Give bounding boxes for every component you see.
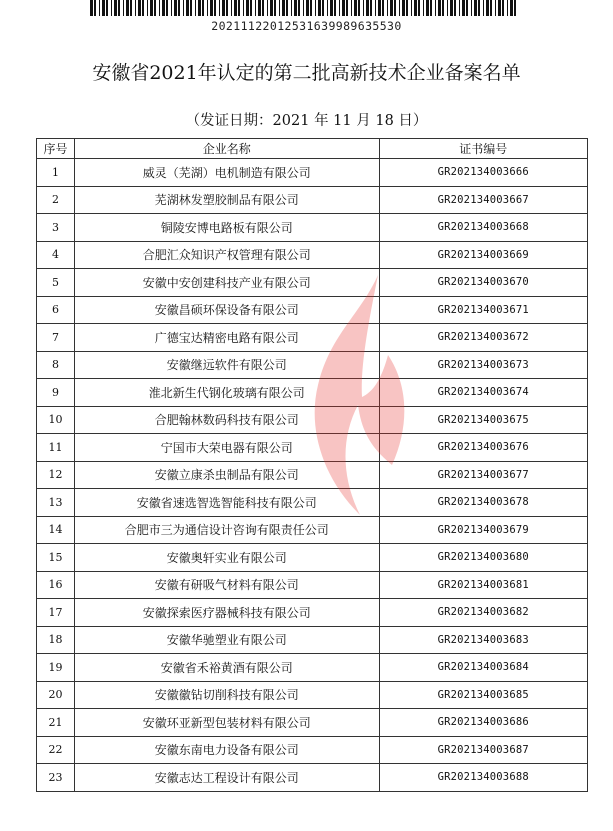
table-row [37,544,588,572]
cell-cert: GR202134003669 [379,241,588,269]
table-row [37,626,588,654]
cell-seq: 17 [37,599,75,627]
header-cert: 证书编号 [379,139,588,159]
cell-seq: 22 [37,736,75,764]
cell-cert: GR202134003680 [379,544,588,572]
cell-company: 合肥市三为通信设计咨询有限责任公司 [74,516,379,544]
cell-cert: GR202134003667 [379,186,588,214]
cell-company: 安徽志达工程设计有限公司 [74,764,379,792]
cell-seq: 6 [37,296,75,324]
cell-company: 安徽立康杀虫制品有限公司 [74,461,379,489]
table-row [37,516,588,544]
table-header-row [37,139,588,159]
cell-cert: GR202134003685 [379,681,588,709]
cell-seq: 4 [37,241,75,269]
table-row [37,654,588,682]
cell-company: 铜陵安博电路板有限公司 [74,214,379,242]
cell-seq: 15 [37,544,75,572]
cell-seq: 9 [37,379,75,407]
cell-company: 安徽昌硕环保设备有限公司 [74,296,379,324]
cell-cert: GR202134003679 [379,516,588,544]
cell-seq: 1 [37,159,75,187]
cell-company: 安徽省禾裕黄酒有限公司 [74,654,379,682]
header-company: 企业名称 [74,139,379,159]
cell-seq: 5 [37,269,75,297]
cell-cert: GR202134003683 [379,626,588,654]
cell-cert: GR202134003678 [379,489,588,517]
cell-seq: 8 [37,351,75,379]
cell-cert: GR202134003668 [379,214,588,242]
cell-seq: 16 [37,571,75,599]
cell-company: 安徽徽钻切削科技有限公司 [74,681,379,709]
table-row [37,241,588,269]
cell-cert: GR202134003688 [379,764,588,792]
cell-company: 安徽东南电力设备有限公司 [74,736,379,764]
cell-cert: GR202134003671 [379,296,588,324]
cell-cert: GR202134003681 [379,571,588,599]
cell-company: 安徽省速选智选智能科技有限公司 [74,489,379,517]
cell-seq: 14 [37,516,75,544]
cell-cert: GR202134003666 [379,159,588,187]
cell-seq: 18 [37,626,75,654]
cell-company: 安徽探索医疗器械科技有限公司 [74,599,379,627]
table-row [37,709,588,737]
barcode [90,0,518,16]
barcode-number: 20211122012531639989635530 [211,19,402,33]
cell-seq: 11 [37,434,75,462]
cell-cert: GR202134003677 [379,461,588,489]
cell-seq: 13 [37,489,75,517]
table-row [37,599,588,627]
cell-cert: GR202134003676 [379,434,588,462]
cell-company: 安徽有研吸气材料有限公司 [74,571,379,599]
cell-seq: 12 [37,461,75,489]
cell-seq: 10 [37,406,75,434]
cell-company: 安徽中安创建科技产业有限公司 [74,269,379,297]
issue-date-subtitle: （发证日期：2021 年 11 月 18 日） [185,113,428,129]
cell-company: 宁国市大荣电器有限公司 [74,434,379,462]
cell-company: 安徽华驰塑业有限公司 [74,626,379,654]
table-row [37,736,588,764]
cell-seq: 3 [37,214,75,242]
cell-company: 安徽继远软件有限公司 [74,351,379,379]
cell-seq: 19 [37,654,75,682]
cell-cert: GR202134003670 [379,269,588,297]
cell-cert: GR202134003687 [379,736,588,764]
cell-company: 合肥翰林数码科技有限公司 [74,406,379,434]
cell-company: 淮北新生代钢化玻璃有限公司 [74,379,379,407]
flame-watermark-icon [300,275,410,515]
table-row [37,764,588,792]
cell-seq: 21 [37,709,75,737]
cell-company: 合肥汇众知识产权管理有限公司 [74,241,379,269]
cell-cert: GR202134003673 [379,351,588,379]
cell-seq: 23 [37,764,75,792]
cell-cert: GR202134003674 [379,379,588,407]
header-seq: 序号 [37,139,75,159]
table-row [37,214,588,242]
page-title: 安徽省2021年认定的第二批高新技术企业备案名单 [92,62,521,84]
cell-cert: GR202134003672 [379,324,588,352]
cell-cert: GR202134003686 [379,709,588,737]
table-row [37,159,588,187]
table-row [37,186,588,214]
cell-company: 安徽奥轩实业有限公司 [74,544,379,572]
cell-cert: GR202134003675 [379,406,588,434]
cell-company: 安徽环亚新型包装材料有限公司 [74,709,379,737]
cell-company: 威灵（芜湖）电机制造有限公司 [74,159,379,187]
cell-seq: 2 [37,186,75,214]
cell-seq: 7 [37,324,75,352]
table-row [37,681,588,709]
table-row [37,571,588,599]
cell-cert: GR202134003684 [379,654,588,682]
cell-cert: GR202134003682 [379,599,588,627]
cell-company: 广德宝达精密电路有限公司 [74,324,379,352]
cell-seq: 20 [37,681,75,709]
cell-company: 芜湖林发塑胶制品有限公司 [74,186,379,214]
